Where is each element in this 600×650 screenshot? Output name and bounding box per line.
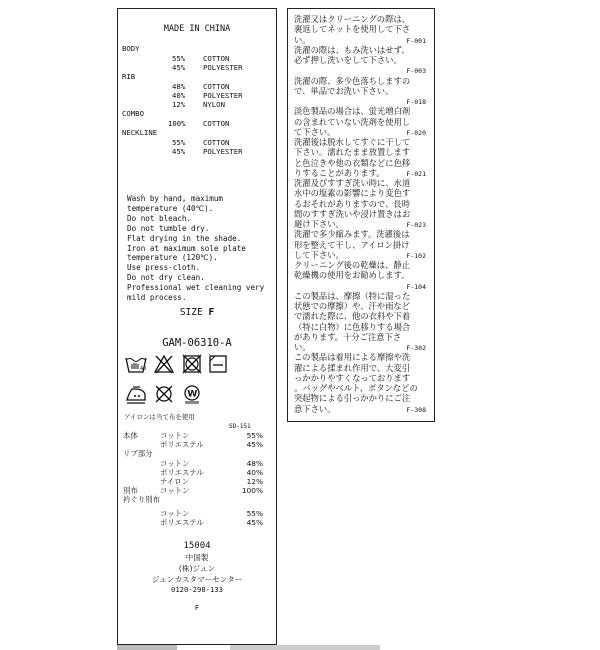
- care-text-line: 。バッグやベルト、ボタンなどの: [294, 383, 418, 393]
- body-mat-1: COTTON: [203, 54, 230, 63]
- care-text-line: い。: [294, 342, 311, 352]
- jp-row: [123, 477, 263, 486]
- care-text-line: の含まれていない洗剤を使用し: [294, 116, 411, 127]
- jp-pct: 55%: [246, 431, 263, 440]
- care-code: F-302: [406, 344, 426, 352]
- size-value: F: [208, 307, 215, 318]
- neckline-mat-2: POLYESTER: [203, 147, 243, 156]
- jp-section: 別布: [123, 486, 138, 496]
- care-line: Use press-cloth.: [127, 263, 201, 273]
- care-line: Flat drying in the shade.: [127, 233, 242, 243]
- care-text-line: 水中の塩素の影響により変色す: [294, 188, 411, 199]
- rib-pct-3: 12%: [172, 100, 186, 109]
- care-text-line: クリーニング後の乾燥は、静止: [294, 260, 410, 270]
- rib-mat-2: POLYESTER: [203, 91, 243, 100]
- care-line: Wash by hand, maximum: [127, 194, 224, 203]
- rib-mat-1: COTTON: [203, 82, 230, 91]
- jp-row: [123, 518, 263, 527]
- care-text-line: 濯による揉まれ作用で、大変引: [294, 362, 410, 373]
- care-text-line: 間のすすぎ洗いや浸け置きはお: [294, 208, 411, 219]
- no-dry-clean-icon: [154, 384, 174, 404]
- care-text-line: 状態での摩擦）や、汗や雨など: [294, 301, 410, 311]
- care-text-line: で、単品でお洗い下さい。: [294, 85, 394, 96]
- jp-composition: [123, 431, 263, 527]
- jp-row: [123, 459, 263, 468]
- care-code: F-001: [406, 36, 426, 45]
- jp-row: [123, 486, 263, 495]
- origin-jp: 中国製: [185, 553, 209, 562]
- jp-pct: 45%: [246, 517, 263, 527]
- care-code: F-308: [406, 405, 426, 414]
- care-line: Do not bleach.: [127, 213, 192, 223]
- rib-section-label: RIB: [122, 72, 136, 81]
- care-instructions-en: [127, 194, 264, 303]
- body-pct-2: 45%: [172, 63, 186, 72]
- care-code: F-018: [406, 98, 426, 106]
- care-text-line: して下さい。: [294, 249, 344, 260]
- jp-row: [123, 440, 263, 449]
- care-code: F-104: [406, 282, 426, 291]
- care-text-line: 淡色製品の場合は、蛍光増白剤: [294, 106, 411, 117]
- jp-section: リブ部分: [123, 449, 153, 459]
- jp-row: [123, 495, 263, 504]
- care-text-line: い。: [294, 34, 311, 45]
- care-line: mild process.: [127, 293, 187, 303]
- care-line: Do not dry clean.: [127, 273, 205, 283]
- iron-medium-icon: [125, 384, 147, 404]
- jp-pct: 48%: [246, 458, 263, 468]
- care-text-line: 洗濯で多少縮みます。洗濯後は: [294, 229, 410, 240]
- sd-code: SD-151: [229, 423, 251, 430]
- care-text-line: っかかりやすくなっております: [294, 372, 411, 383]
- left-care-label: [117, 8, 277, 645]
- jp-pct: 12%: [246, 476, 263, 486]
- care-text-line: （特に白物）に色移りする場合: [294, 321, 411, 332]
- no-bleach-icon: [154, 354, 174, 374]
- care-text-line: 洗濯及びすすぎ洗い時に、水道: [294, 178, 411, 188]
- care-text-line: 形を整えて干し、アイロン掛け: [294, 239, 410, 250]
- hand-wash-40-icon: [125, 354, 147, 374]
- jp-pct: 100%: [241, 486, 263, 496]
- jp-material: コットン: [160, 508, 190, 518]
- care-text-line: りすることがあります。: [294, 167, 385, 178]
- care-line: temperature (120℃).: [127, 253, 218, 263]
- care-text-line: 洗濯又はクリーニングの際は、: [294, 14, 410, 24]
- flat-dry-shade-icon: [208, 354, 228, 374]
- jp-row: [123, 431, 263, 440]
- rib-pct-2: 40%: [172, 91, 186, 100]
- size-row: [118, 307, 276, 318]
- care-text-line: 下さい。濡れたまま放置します: [294, 147, 411, 158]
- jp-material: ナイロン: [160, 476, 190, 486]
- care-text-line: この製品は着用による摩擦や洗: [294, 352, 411, 363]
- care-text-line: この製品は、摩擦（特に湿った: [294, 290, 411, 301]
- care-text-line: て下さい。: [294, 126, 336, 137]
- jp-material: コットン: [160, 458, 190, 468]
- body-section-label: BODY: [122, 44, 140, 53]
- jp-pct: 40%: [246, 467, 263, 477]
- jp-pct: 55%: [246, 508, 263, 518]
- neckline-pct-2: 45%: [172, 147, 186, 156]
- care-text-line: るおそれがありますので、長時: [294, 198, 410, 209]
- neckline-section-label: NECKLINE: [122, 128, 158, 137]
- customer-center: ジュンカスタマーセンター: [151, 575, 243, 584]
- care-line: Iron at maximum sole plate: [127, 243, 246, 253]
- next-label-fragment: [117, 645, 177, 650]
- care-text-line: 突起物による引っかかりにご注: [294, 393, 411, 404]
- jp-material: コットン: [160, 486, 190, 496]
- care-line: Professional wet cleaning very: [127, 283, 265, 293]
- phone-number: 0120-298-133: [171, 585, 223, 594]
- jp-row: [123, 468, 263, 477]
- neckline-pct-1: 55%: [172, 138, 186, 147]
- made-in-text: MADE IN CHINA: [163, 24, 231, 34]
- company-name: (株)ジュン: [178, 564, 216, 573]
- care-text-line: 意下さい。: [294, 403, 336, 414]
- next-label-fragment: [230, 645, 380, 650]
- jp-material: ポリエステル: [160, 517, 204, 527]
- body-mat-2: POLYESTER: [203, 63, 243, 72]
- jp-row: [123, 449, 263, 458]
- rib-mat-3: NYLON: [203, 100, 225, 109]
- jp-row: [123, 509, 263, 518]
- wet-clean-mild-icon: [182, 384, 202, 404]
- icon-temp-text: 40: [140, 366, 147, 372]
- care-line: Do not tumble dry.: [127, 223, 210, 233]
- label-number: 15004: [183, 541, 211, 551]
- jp-material: コットン: [160, 431, 190, 440]
- care-text-line: 洗濯の際は、もみ洗いはせず、: [294, 44, 410, 55]
- care-code: F-003: [406, 67, 426, 76]
- rib-pct-1: 48%: [172, 82, 186, 91]
- combo-section-label: COMBO: [122, 109, 144, 118]
- care-text-line: 乾燥機の使用をお勧めします。: [294, 270, 410, 281]
- care-text-line: で濡れた際に、他の衣料や下着: [294, 311, 411, 322]
- care-text-line: と色泣きや他の衣類などに色移: [294, 157, 411, 168]
- jp-pct: 45%: [246, 440, 263, 450]
- care-text-line: があります。十分ご注意下さ: [294, 331, 402, 342]
- care-code: F-102: [406, 251, 426, 260]
- jp-section: 本体: [123, 431, 138, 440]
- jp-section: 衿ぐり別布: [123, 495, 160, 505]
- body-pct-1: 55%: [172, 54, 186, 63]
- care-code: F-020: [406, 128, 426, 137]
- icon-wet-text: W: [187, 389, 198, 400]
- footer-size: F: [194, 604, 200, 612]
- no-tumble-dry-icon: [182, 354, 202, 374]
- right-care-label: [287, 8, 435, 422]
- care-line: temperature (40℃).: [127, 203, 214, 213]
- care-text-line: 洗濯後は脱水してすぐに干して: [294, 137, 411, 147]
- jp-material: ポリエステル: [160, 467, 204, 477]
- jp-material: ポリエステル: [160, 440, 204, 450]
- care-text-line: 避け下さい。: [294, 219, 344, 229]
- combo-mat-1: COTTON: [203, 119, 230, 128]
- care-text-line: 裏返してネットを使用して下さ: [294, 24, 411, 35]
- size-label: SIZE: [179, 307, 203, 318]
- care-text-line: 洗濯の際、多少色落ちしますの: [294, 75, 411, 86]
- neckline-mat-1: COTTON: [203, 138, 230, 147]
- care-text-line: 必ず押し洗いをして下さい。: [294, 55, 402, 65]
- combo-pct-1: 100%: [168, 119, 186, 128]
- iron-note: アイロンは当て布を使用: [124, 413, 195, 421]
- care-code: F-021: [406, 169, 426, 178]
- product-code: GAM-06310-A: [162, 337, 232, 349]
- care-code: F-023: [406, 221, 426, 229]
